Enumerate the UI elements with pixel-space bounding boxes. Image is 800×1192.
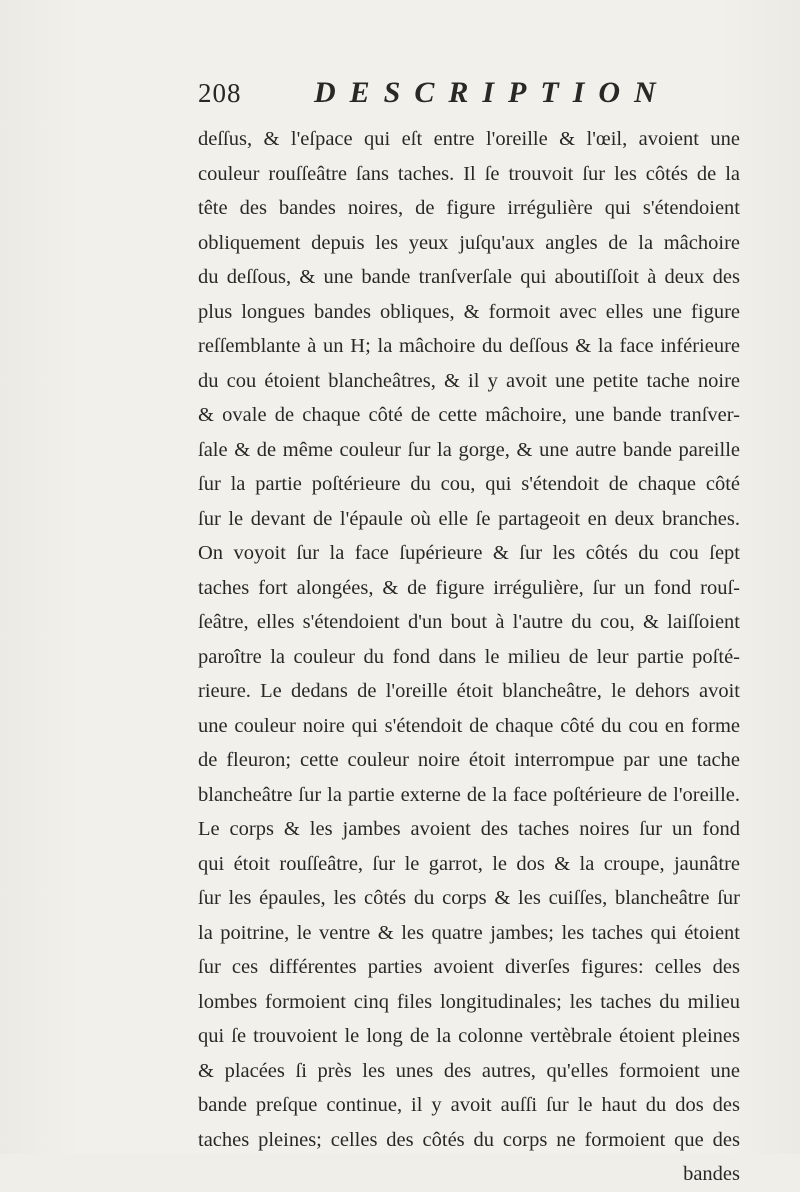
- text-line: taches pleines; celles des côtés du corps ne formoient que des: [198, 1128, 740, 1151]
- text-line: de fleuron; cette couleur noire étoit interrompue par une tache: [198, 749, 740, 771]
- text-line: ſur la partie poſtérieure du cou, qui s'étendoit de chaque côté: [198, 473, 740, 495]
- text-line: plus longues bandes obliques, & formoit avec elles une figure: [198, 300, 740, 323]
- text-line: une couleur noire qui s'étendoit de chaque côté du cou en forme: [198, 714, 740, 737]
- text-line: du cou étoient blancheâtres, & il y avoit une petite tache noire: [198, 369, 740, 392]
- running-head: [198, 76, 738, 116]
- text-line: Le corps & les jambes avoient des taches noires ſur un fond: [198, 818, 740, 840]
- text-line: du deſſous, & une bande tranſverſale qui aboutiſſoit à deux des: [198, 266, 740, 288]
- text-line: rieure. Le dedans de l'oreille étoit blancheâtre, le dehors avoit: [198, 680, 740, 702]
- text-line: ſur les épaules, les côtés du corps & les cuiſſes, blancheâtre ſur: [198, 887, 740, 909]
- text-line: bande preſque continue, il y avoit auſſi ſur le haut du dos des: [198, 1094, 740, 1116]
- text-line: tête des bandes noires, de figure irrégulière qui s'étendoient: [198, 197, 740, 219]
- text-line: paroître la couleur du fond dans le milieu de leur partie poſté-: [198, 645, 740, 668]
- body-text: [198, 122, 740, 1192]
- text-line: reſſemblante à un H; la mâchoire du deſſous & la face inférieure: [198, 335, 740, 357]
- text-line: couleur rouſſeâtre ſans taches. Il ſe trouvoit ſur les côtés de la: [198, 162, 740, 185]
- text-line: qui ſe trouvoient le long de la colonne vertèbrale étoient pleines: [198, 1025, 740, 1047]
- text-line: ſale & de même couleur ſur la gorge, & une autre bande pareille: [198, 438, 740, 461]
- text-line: & ovale de chaque côté de cette mâchoire, une bande tranſver-: [198, 404, 740, 426]
- text-line: & placées ſi près les unes des autres, qu'elles formoient une: [198, 1059, 740, 1082]
- page-number: 208: [198, 78, 242, 108]
- text-line: qui étoit rouſſeâtre, ſur le garrot, le dos & la croupe, jaunâtre: [198, 852, 740, 875]
- text-line: taches fort alongées, & de figure irrégulière, ſur un fond rouſ-: [198, 576, 740, 599]
- text-line: ſur le devant de l'épaule où elle ſe partageoit en deux branches.: [198, 507, 740, 530]
- catchword: bandes: [683, 1163, 740, 1185]
- text-line: lombes formoient cinq files longitudinales; les taches du milieu: [198, 990, 740, 1013]
- text-line: ſur ces différentes parties avoient diverſes figures: celles des: [198, 956, 740, 978]
- running-title: DESCRIPTION: [314, 76, 670, 109]
- text-line: blancheâtre ſur la partie externe de la face poſtérieure de l'oreille.: [198, 783, 740, 806]
- text-line: On voyoit ſur la face ſupérieure & ſur les côtés du cou ſept: [198, 542, 740, 564]
- text-line: ſeâtre, elles s'étendoient d'un bout à l'autre du cou, & laiſſoient: [198, 611, 740, 633]
- text-line: obliquement depuis les yeux juſqu'aux angles de la mâchoire: [198, 231, 740, 254]
- text-line: la poitrine, le ventre & les quatre jambes; les taches qui étoient: [198, 921, 740, 944]
- text-line: deſſus, & l'eſpace qui eſt entre l'oreille & l'œil, avoient une: [198, 128, 740, 150]
